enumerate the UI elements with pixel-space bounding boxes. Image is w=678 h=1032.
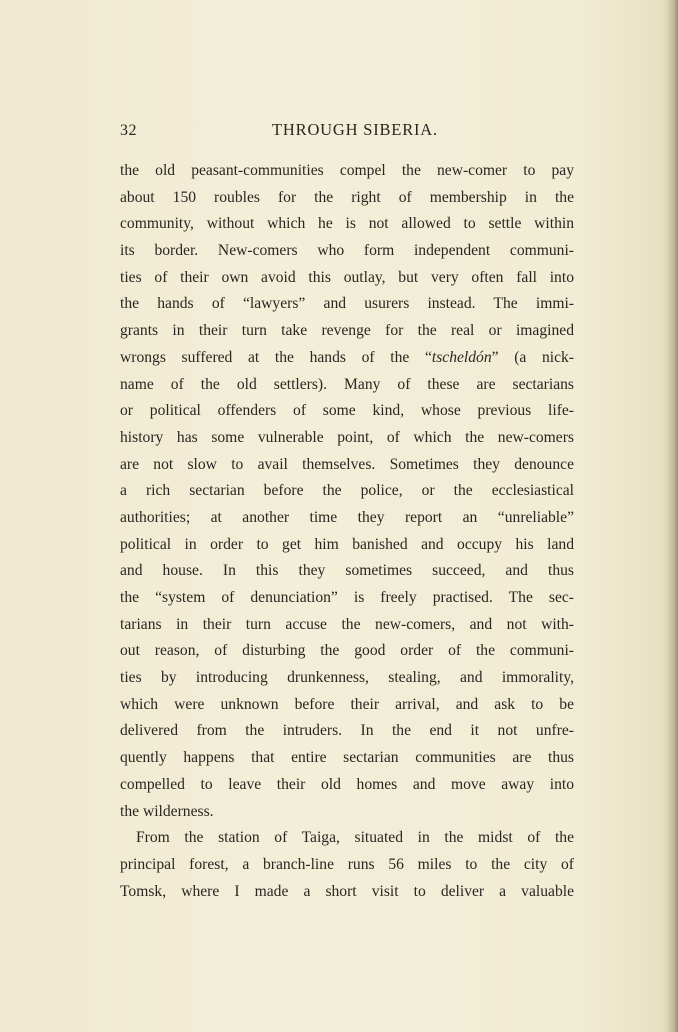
text-segment: wrongs suffered at the hands of the “ (120, 348, 432, 366)
page-number: 32 (120, 122, 137, 139)
text-line (120, 345, 574, 372)
text-line: tarians in their turn accuse the new-comers, and not with- (120, 615, 574, 633)
text-line: and house. In this they sometimes succeed, and thus (120, 562, 574, 580)
body-text (120, 158, 574, 905)
text-line: or political offenders of some kind, whose previous life- (120, 402, 574, 420)
text-line: the old peasant-communities compel the new-comer to pay (120, 162, 574, 179)
text-line: the wilderness. (120, 802, 214, 820)
text-line: the hands of “lawyers” and usurers instead. The immi- (120, 295, 574, 313)
text-line: quently happens that entire sectarian communities are thus (120, 749, 574, 767)
text-line: principal forest, a branch-line runs 56 miles to the city of (120, 855, 574, 873)
text-line: a rich sectarian before the police, or the ecclesiastical (120, 482, 574, 500)
text-line: ties of their own avoid this outlay, but very often fall into (120, 268, 574, 286)
text-line: the “system of denunciation” is freely practised. The sec- (120, 589, 574, 606)
text-line: community, without which he is not allowed to settle within (120, 215, 574, 233)
text-line: Tomsk, where I made a short visit to deliver a valuable (120, 882, 574, 900)
running-head (120, 120, 574, 142)
running-title: THROUGH SIBERIA. (272, 120, 438, 139)
text-line: compelled to leave their old homes and move away into (120, 775, 574, 793)
text-line: its border. New-comers who form independent communi- (120, 242, 574, 260)
text-line: grants in their turn take revenge for the real or imagined (120, 322, 574, 340)
text-line: delivered from the intruders. In the end it not unfre- (120, 722, 574, 740)
text-line: authorities; at another time they report an “unreliable” (120, 508, 574, 526)
text-line: ties by introducing drunkenness, stealing, and immorality, (120, 669, 574, 687)
italic-term: tscheldón (431, 348, 492, 366)
text-line: name of the old settlers). Many of these are sectarians (120, 375, 574, 393)
text-segment: ” (a nick- (491, 348, 574, 366)
text-line: history has some vulnerable point, of which the new-comers (120, 428, 574, 446)
text-line: out reason, of disturbing the good order of the communi- (120, 642, 574, 660)
text-line: are not slow to avail themselves. Sometimes they denounce (120, 455, 574, 473)
text-line: which were unknown before their arrival, and ask to be (120, 695, 574, 713)
page-edge-shadow (666, 0, 678, 1032)
text-line: political in order to get him banished and occupy his land (120, 535, 574, 553)
text-line: From the station of Taiga, situated in the midst of the (136, 829, 574, 847)
text-line: about 150 roubles for the right of membership in the (120, 188, 574, 206)
